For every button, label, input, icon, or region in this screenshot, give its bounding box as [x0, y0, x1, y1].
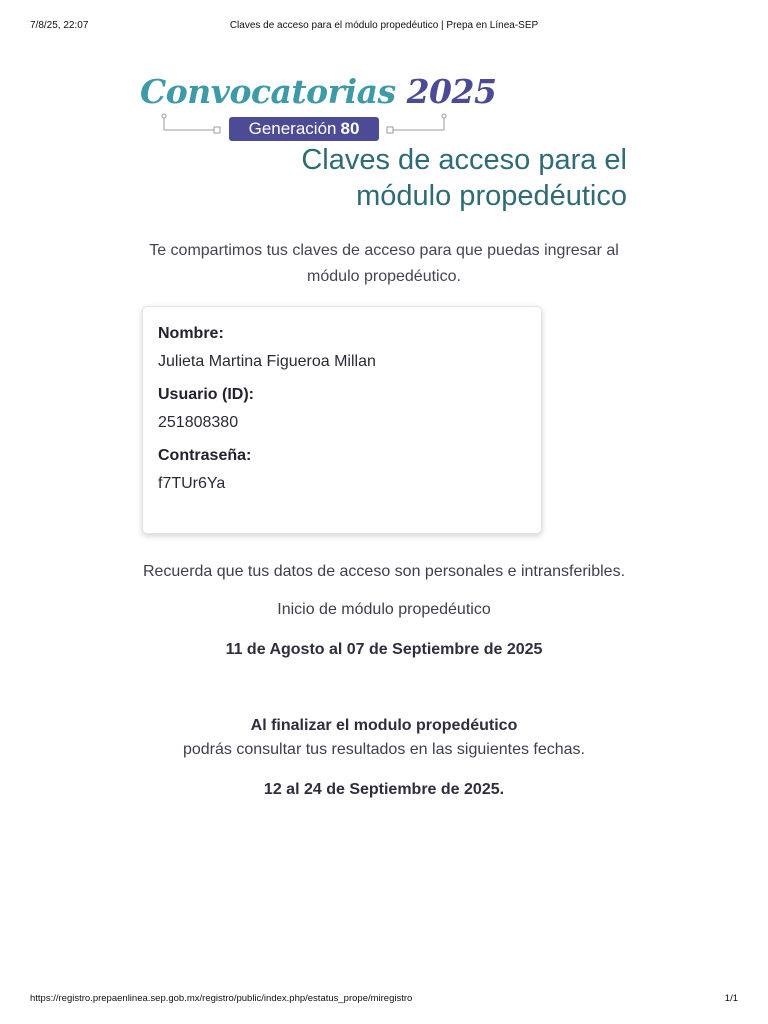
print-url: https://registro.prepaenlinea.sep.gob.mx/registro/public/index.php/estatus_prope/miregistro	[30, 993, 413, 1004]
badge-text: Generación	[248, 119, 337, 138]
name-value: Julieta Martina Figueroa Millan	[158, 353, 376, 370]
password-value: f7TUr6Ya	[158, 475, 226, 492]
print-datetime: 7/8/25, 22:07	[30, 20, 89, 31]
logo-word-convocatorias: Convocatorias	[140, 72, 396, 111]
reminder-text: Recuerda que tus datos de acceso son personales e intransferibles.	[142, 563, 626, 580]
user-value: 251808380	[158, 414, 239, 431]
logo-wordmark	[140, 70, 496, 114]
end-heading: Al finalizar el modulo propedéutico	[250, 717, 518, 734]
page-title-line1: Claves de acceso para el	[301, 144, 627, 176]
user-label: Usuario (ID):	[158, 386, 254, 403]
generation-badge	[229, 117, 379, 141]
password-label: Contraseña:	[158, 447, 252, 464]
page-title-line2: módulo propedéutico	[356, 180, 627, 212]
convocatorias-logo	[140, 70, 497, 148]
info-section	[130, 558, 638, 801]
credentials-card	[142, 306, 542, 534]
results-dates: 12 al 24 de Septiembre de 2025.	[263, 781, 505, 798]
start-label: Inicio de módulo propedéutico	[277, 601, 491, 618]
intro-text: Te compartimos tus claves de acceso para que puedas ingresar al módulo propedéutico.	[149, 242, 619, 285]
print-footer	[30, 993, 738, 1004]
page-title	[207, 142, 627, 214]
print-page-title: Claves de acceso para el módulo propedéutico | Prepa en Línea-SEP	[229, 20, 539, 31]
print-header	[30, 20, 738, 31]
badge-number: 80	[340, 119, 360, 138]
print-page-number: 1/1	[724, 993, 738, 1004]
end-text: podrás consultar tus resultados en las siguientes fechas.	[182, 741, 585, 758]
logo-word-year: 2025	[406, 72, 497, 111]
name-label: Nombre:	[158, 325, 224, 342]
start-dates: 11 de Agosto al 07 de Septiembre de 2025	[225, 641, 543, 658]
